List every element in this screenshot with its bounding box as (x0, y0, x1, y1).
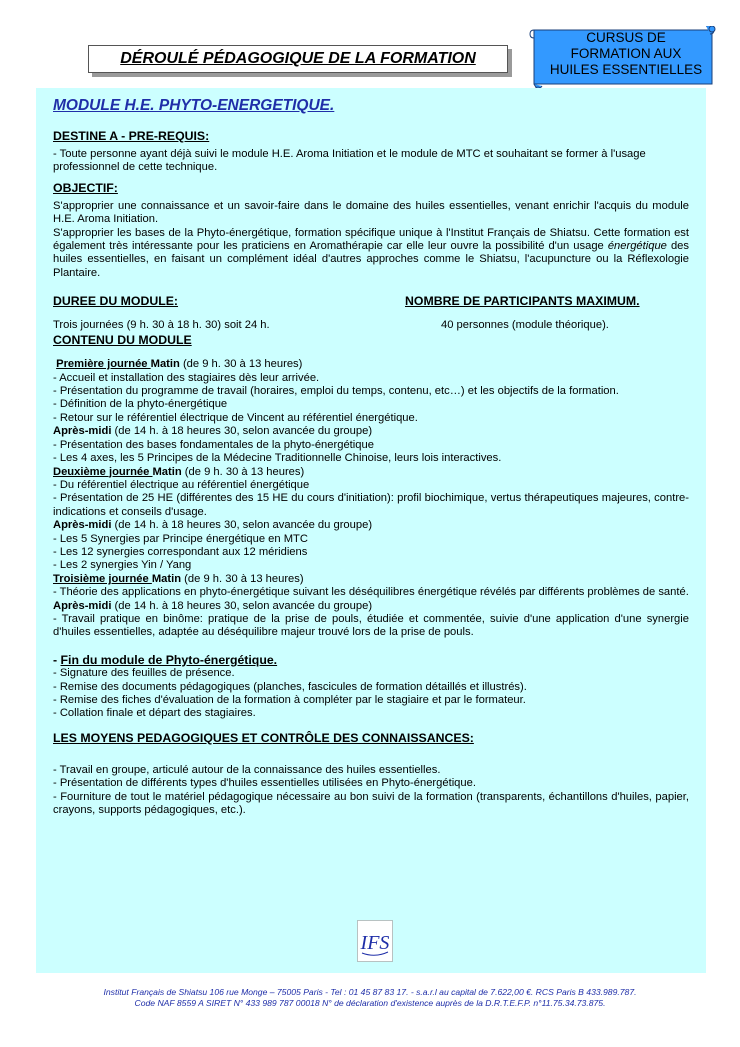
objectif-paragraph-2 (53, 227, 689, 281)
list-item: - Présentation de 25 HE (différentes des 15 HE du cours d'initiation): profil biochimique, vertus thérapeutiques majeures, contre-indications et conseils d'usage. (53, 492, 689, 518)
fin-prefix: - (53, 652, 61, 667)
day1-title: Première journée (56, 358, 151, 371)
objectif-heading: OBJECTIF: (53, 180, 118, 195)
list-item: - Remise des documents pédagogiques (planches, fascicules de formation détaillés et illustrés). (53, 680, 527, 693)
day3-time: (de 9 h. 30 à 13 heures) (181, 572, 304, 585)
list-item: - Travail en groupe, articulé autour de la connaissance des huiles essentielles. (53, 763, 441, 776)
page-title: DÉROULÉ PÉDAGOGIQUE DE LA FORMATION (88, 45, 508, 73)
list-item: - Fourniture de tout le matériel pédagogique nécessaire au bon suivi de la formation (transparents, échantillons d'huiles, papier, crayons, supports pédagogiques, etc.). (53, 790, 689, 817)
day2-header (53, 466, 689, 479)
banner-line-3: HUILES ESSENTIELLES (549, 62, 703, 77)
duree-nombre-values (53, 319, 689, 333)
list-item: - Accueil et installation des stagiaires dès leur arrivée. (53, 371, 320, 384)
list-item: - Les 5 Synergies par Principe énergétique en MTC (53, 532, 308, 545)
list-item: - Signature des feuilles de présence. (53, 667, 235, 680)
banner-line-1: CURSUS DE (586, 30, 666, 45)
day2-apm-time: (de 14 h. à 18 heures 30, selon avancée du groupe) (111, 519, 373, 532)
contenu-heading: CONTENU DU MODULE (53, 333, 192, 348)
footer-line-1: Institut Français de Shiatsu 106 rue Monge – 75005 Paris - Tel : 01 45 87 83 17. - s.a.r.l au capital de 7.622,00 €. RCS Paris B 433.989.787. (103, 987, 637, 997)
module-title: MODULE H.E. PHYTO-ENERGETIQUE. (53, 97, 335, 114)
list-item: - Du référentiel électrique au référentiel énergétique (53, 478, 310, 491)
nombre-heading: NOMBRE DE PARTICIPANTS MAXIMUM. (405, 294, 640, 309)
banner-line-2: FORMATION AUX (570, 46, 682, 61)
day2-apm: Après-midi (53, 519, 112, 532)
day3-afternoon (53, 600, 689, 613)
list-item: - Les 2 synergies Yin / Yang (53, 559, 192, 572)
list-item: - Les 12 synergies correspondant aux 12 méridiens (53, 545, 308, 558)
day3-apm: Après-midi (53, 599, 112, 612)
day1-time: (de 9 h. 30 à 13 heures) (179, 358, 303, 371)
ifs-logo-icon (357, 920, 393, 962)
duree-nombre-headings (53, 294, 689, 309)
duree-heading: DUREE DU MODULE: (53, 294, 179, 309)
list-item: - Présentation des bases fondamentales de la phyto-énergétique (53, 438, 374, 451)
objectif-p2-start: S'approprier les bases de la Phyto-énergétique, formation spécifique unique à l'Institut Français de Shiatsu. Cette formation est également très intéressante pour les praticiens en Aromathérapie car elle leur ouvre la possibilité d'un usage (53, 226, 689, 253)
day2-title: Deuxième journée (53, 465, 153, 478)
day3-matin: Matin (151, 572, 182, 585)
day2-afternoon (53, 519, 689, 532)
day3-title: Troisième journée (53, 572, 152, 585)
list-item: - Retour sur le référentiel électrique de Vincent au référentiel énergétique. (53, 411, 418, 424)
day2-matin: Matin (152, 465, 182, 478)
day3-apm-time: (de 14 h. à 18 heures 30, selon avancée du groupe) (111, 599, 373, 612)
list-item: - Théorie des applications en phyto-énergétique suivant les déséquilibres énergétique révélés par différents problèmes de santé. (53, 586, 689, 599)
footer (40, 987, 700, 1009)
list-item: - Présentation du programme de travail (horaires, emploi du temps, contenu, etc…) et les objectifs de la formation. (53, 385, 619, 398)
fin-heading: Fin du module de Phyto-énergétique. (60, 652, 278, 667)
document-body (53, 97, 689, 817)
objectif-p2-emphasis: énergétique (607, 240, 667, 253)
duree-value: Trois journées (9 h. 30 à 18 h. 30) soit 24 h. (53, 319, 270, 332)
nombre-value: 40 personnes (module théorique). (441, 319, 609, 332)
objectif-paragraph-1: S'approprier une connaissance et un savoir-faire dans le domaine des huiles essentielles, venant enrichir l'acquis du module H.E. Aroma Initiation. (53, 199, 689, 226)
destine-text: - Toute personne ayant déjà suivi le module H.E. Aroma Initiation et le module de MTC et souhaitant se former à l'usage professionnel de cette technique. (53, 148, 646, 174)
list-item: - Présentation de différents types d'huiles essentielles utilisées en Phyto-énergétique. (53, 777, 476, 790)
list-item: - Collation finale et départ des stagiaires. (53, 707, 256, 720)
cursus-banner (528, 26, 718, 90)
day2-time: (de 9 h. 30 à 13 heures) (181, 465, 305, 478)
footer-line-2: Code NAF 8559 A SIRET N° 433 989 787 00018 N° de déclaration d'existence auprès de la D.R.T.E.F.P. n°11.75.34.73.875. (134, 998, 606, 1008)
moyens-heading: LES MOYENS PEDAGOGIQUES ET CONTRÔLE DES CONNAISSANCES: (53, 730, 474, 745)
day1-afternoon (53, 425, 689, 438)
day1-apm-time: (de 14 h. à 18 heures 30, selon avancée du groupe) (111, 425, 373, 438)
fin-heading-line (53, 654, 689, 667)
list-item: - Les 4 axes, les 5 Principes de la Médecine Traditionnelle Chinoise, leurs lois interactives. (53, 452, 502, 465)
logo-text: IFS (360, 932, 390, 954)
destine-heading: DESTINE A - PRE-REQUIS: (53, 129, 210, 143)
list-item: - Définition de la phyto-énergétique (53, 398, 228, 411)
day3-header (53, 573, 689, 586)
day1-apm: Après-midi (53, 425, 112, 438)
ifs-logo (357, 920, 393, 962)
list-item: - Remise des fiches d'évaluation de la formation à compléter par le stagiaire et par le formateur. (53, 694, 526, 706)
day1-header (53, 358, 689, 371)
objectif-p2-end: des huiles essentielles, en faisant un complément idéal d'autres approches comme le Shiatsu, l'acupuncture ou la Réflexologie Plantaire. (53, 240, 689, 279)
list-item: - Travail pratique en binôme: pratique de la prise de pouls, étudiée et commentée, suivie d'une application d'une synergie d'huiles essentielles, adaptée au déséquilibre majeur trouvé lors de la prise de pouls. (53, 612, 689, 639)
day1-matin: Matin (150, 358, 180, 371)
